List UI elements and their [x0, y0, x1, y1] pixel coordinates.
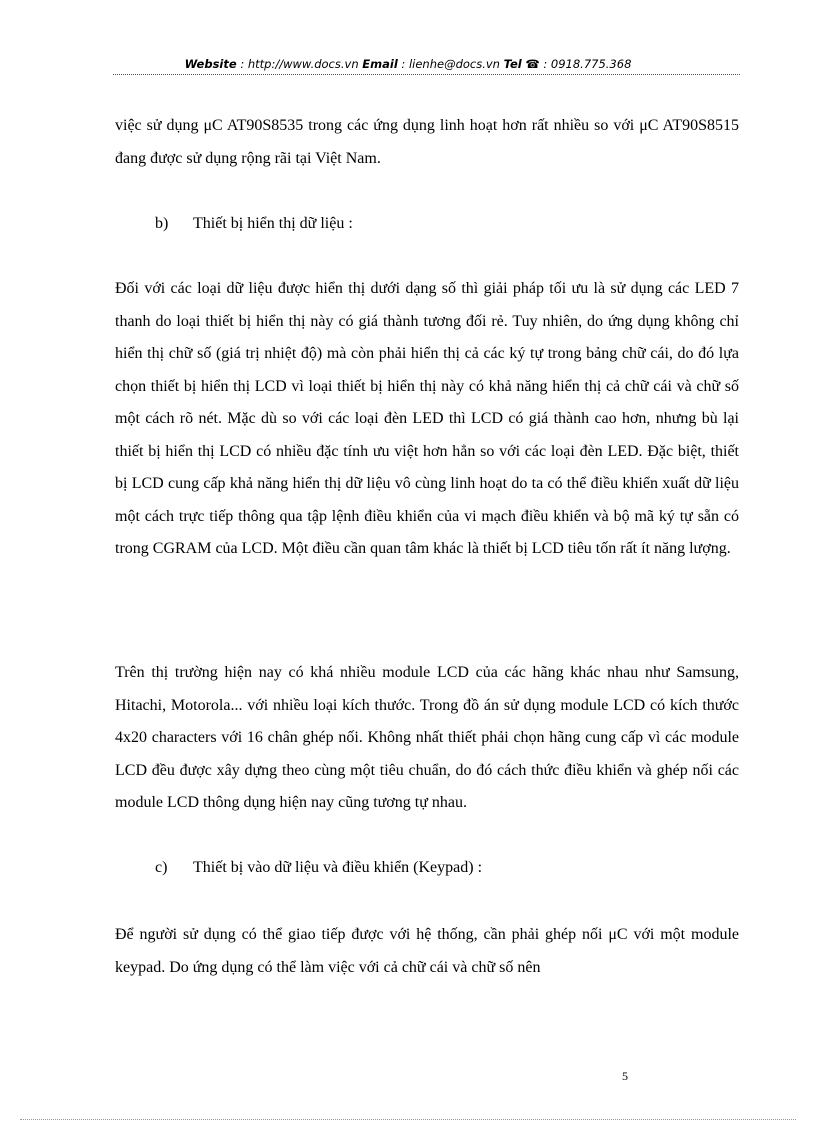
paragraph-intro: việc sử dụng μC AT90S8535 trong các ứng dụng linh hoạt hơn rất nhiều so với μC AT90S8515 đang được sử dụng rộng rãi tại Việt Nam. [115, 117, 739, 167]
paragraph-display: Đối với các loại dữ liệu được hiển thị dưới dạng số thì giải pháp tối ưu là sử dụng các LED 7 thanh do loại thiết bị hiển thị này có giá thành tương đối rẻ. Tuy nhiên, do ứng dụng không chỉ hiển thị chữ số (giá trị nhiệt độ) mà còn phải hiển thị cả các ký tự trong bảng chữ cái, do đó lựa chọn thiết bị hiển thị LCD vì loại thiết bị hiển thị này có khả năng hiển thị cả chữ cái và chữ số một cách rõ nét. Mặc dù so với các loại đèn LED thì LCD có giá thành cao hơn, nhưng bù lại thiết bị hiển thị LCD có nhiều đặc tính ưu việt hơn hẳn so với các loại đèn LED. Đặc biệt, thiết bị LCD cung cấp khả năng hiển thị dữ liệu vô cùng linh hoạt do ta có thể điều khiển xuất dữ liệu một cách trực tiếp thông qua tập lệnh điều khiển của vi mạch điều khiển và bộ mã ký tự sẵn có trong CGRAM của LCD. Một điều cần quan tâm khác là thiết bị LCD tiêu tốn rất ít năng lượng. [115, 280, 739, 557]
section-heading-b [115, 208, 739, 241]
section-title-b: Thiết bị hiển thị dữ liệu : [193, 215, 353, 232]
paragraph-keypad: Để người sử dụng có thể giao tiếp được với hệ thống, cần phải ghép nối μC với một module keypad. Do ứng dụng có thể làm việc với cả chữ cái và chữ số nên [115, 926, 739, 976]
paragraph-lcd-module-block [115, 657, 739, 820]
email-value: : lienhe@docs.vn [397, 57, 504, 71]
paragraph-display-block [115, 273, 739, 566]
section-heading-c [115, 852, 739, 885]
heading-c-block [115, 852, 739, 885]
heading-b-block [115, 208, 739, 241]
page-number: 5 [622, 1069, 628, 1083]
website-label: Website [184, 57, 237, 71]
paragraph-keypad-block [115, 919, 739, 984]
section-letter-b: b) [155, 215, 169, 232]
header-divider [113, 74, 740, 75]
section-title-c: Thiết bị vào dữ liệu và điều khiển (Keypad) : [193, 859, 483, 876]
paragraph-lcd-module: Trên thị trường hiện nay có khá nhiều module LCD của các hãng khác nhau như Samsung, Hitachi, Motorola... với nhiều loại kích thước. Trong đồ án sử dụng module LCD có kích thước 4x20 characters với 16 chân ghép nối. Không nhất thiết phải chọn hãng cung cấp vì các module LCD đều được xây dựng theo cùng một tiêu chuẩn, do đó cách thức điều khiển và ghép nối các module LCD thông dụng hiện nay cũng tương tự nhau. [115, 664, 739, 811]
page-header [0, 57, 816, 71]
website-value: : http://www.docs.vn [236, 57, 363, 71]
phone-icon: ☎ [525, 57, 540, 71]
paragraph-intro-block [115, 110, 739, 175]
section-letter-c: c) [155, 859, 168, 876]
tel-value: : 0918.775.368 [539, 57, 632, 71]
email-label: Email [362, 57, 398, 71]
tel-label: Tel [503, 57, 522, 71]
page-bottom-border [20, 1119, 796, 1120]
